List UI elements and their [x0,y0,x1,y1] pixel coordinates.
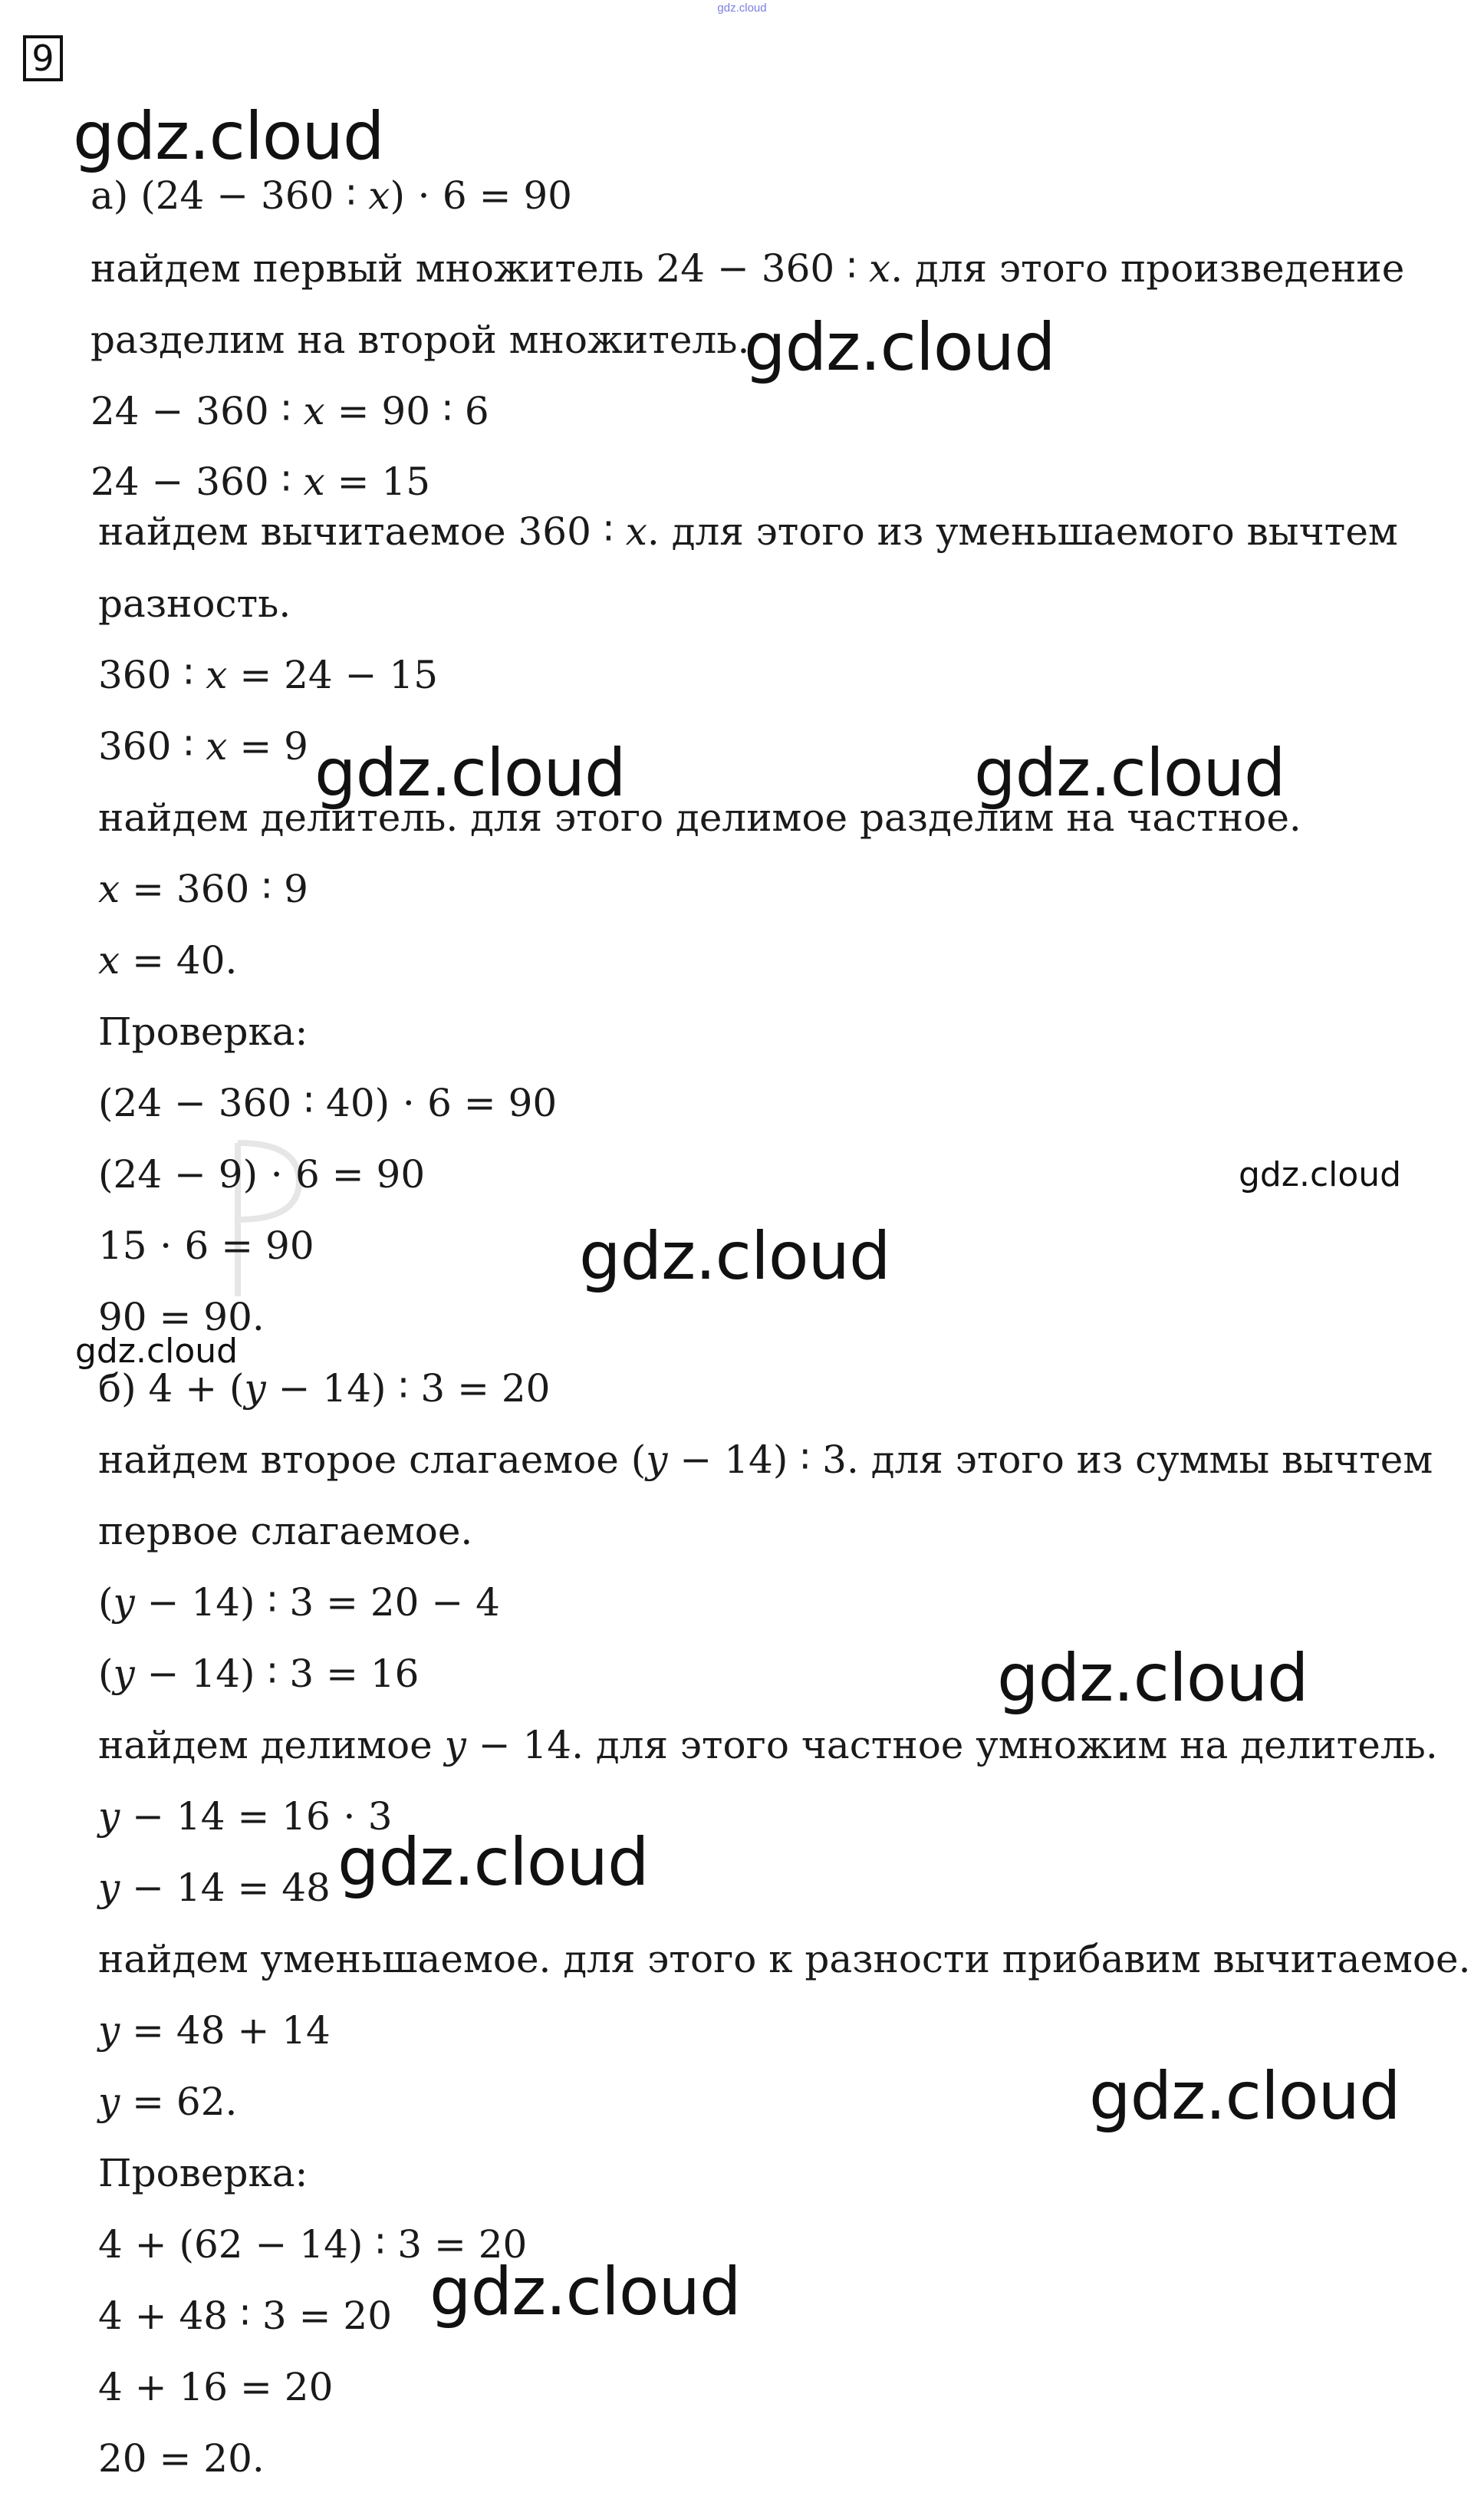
solution-line: 𝑦 − 14 = 48 [98,1866,331,1910]
watermark-small: gdz.cloud [1239,1155,1402,1194]
solution-line: (24 − 9) ⋅ 6 = 90 [98,1152,426,1197]
watermark: gdz.cloud [429,2254,741,2330]
solution-line: 20 = 20. [98,2436,265,2481]
top-watermark: gdz.cloud [717,2,767,15]
watermark: gdz.cloud [997,1640,1308,1717]
watermark-small: gdz.cloud [75,1332,239,1371]
solution-line: 𝑦 = 62. [98,2080,238,2124]
solution-line: а) (24 − 360 ∶ 𝑥) ⋅ 6 = 90 [90,173,572,218]
solution-line: найдем уменьшаемое. для этого к разности прибавим вычитаемое. [98,1937,1471,1981]
solution-line: б) 4 + (𝑦 − 14) ∶ 3 = 20 [98,1366,551,1411]
solution-line: 24 − 360 ∶ 𝑥 = 15 [90,459,431,504]
solution-line: 4 + (62 − 14) ∶ 3 = 20 [98,2222,528,2267]
solution-line: 4 + 48 ∶ 3 = 20 [98,2294,393,2338]
watermark: gdz.cloud [314,735,626,812]
solution-line: разность. [98,581,291,626]
solution-line: найдем первый множитель 24 − 360 ∶ 𝑥. для этого произведение [90,246,1405,291]
watermark: gdz.cloud [1089,2058,1400,2135]
solution-line: 360 ∶ 𝑥 = 9 [98,724,308,769]
solution-line: 4 + 16 = 20 [98,2365,334,2409]
solution-line: найдем вычитаемое 360 ∶ 𝑥. для этого из уменьшаемого вычтем [98,509,1398,554]
solution-line: найдем второе слагаемое (𝑦 − 14) ∶ 3. для этого из суммы вычтем [98,1437,1433,1482]
solution-line: 𝑦 = 48 + 14 [98,2008,331,2053]
solution-line: Проверка: [98,1009,308,1054]
watermark: gdz.cloud [73,98,384,175]
solution-line: найдем делимое 𝑦 − 14. для этого частное умножим на делитель. [98,1723,1438,1767]
solution-line: 15 ⋅ 6 = 90 [98,1223,314,1268]
solution-line: 24 − 360 ∶ 𝑥 = 90 ∶ 6 [90,389,489,433]
watermark: gdz.cloud [337,1824,649,1901]
solution-line: (𝑦 − 14) ∶ 3 = 16 [98,1651,420,1696]
watermark: gdz.cloud [974,735,1285,812]
solution-line: найдем делитель. для этого делимое разделим на частное. [98,795,1301,840]
solution-line: (𝑦 − 14) ∶ 3 = 20 − 4 [98,1580,500,1625]
solution-line: 90 = 90. [98,1295,265,1339]
solution-line: 360 ∶ 𝑥 = 24 − 15 [98,653,439,697]
solution-line: Проверка: [98,2151,308,2195]
task-number-badge: 9 [23,35,63,81]
solution-line: разделим на второй множитель. [90,318,750,362]
solution-line: первое слагаемое. [98,1509,473,1553]
solution-line: 𝑥 = 40. [98,938,238,983]
solution-line: (24 − 360 ∶ 40) ⋅ 6 = 90 [98,1081,558,1125]
solution-line: 𝑥 = 360 ∶ 9 [98,867,308,911]
solution-line: 𝑦 − 14 = 16 ⋅ 3 [98,1794,393,1839]
watermark: gdz.cloud [744,309,1055,386]
watermark: gdz.cloud [579,1218,890,1295]
